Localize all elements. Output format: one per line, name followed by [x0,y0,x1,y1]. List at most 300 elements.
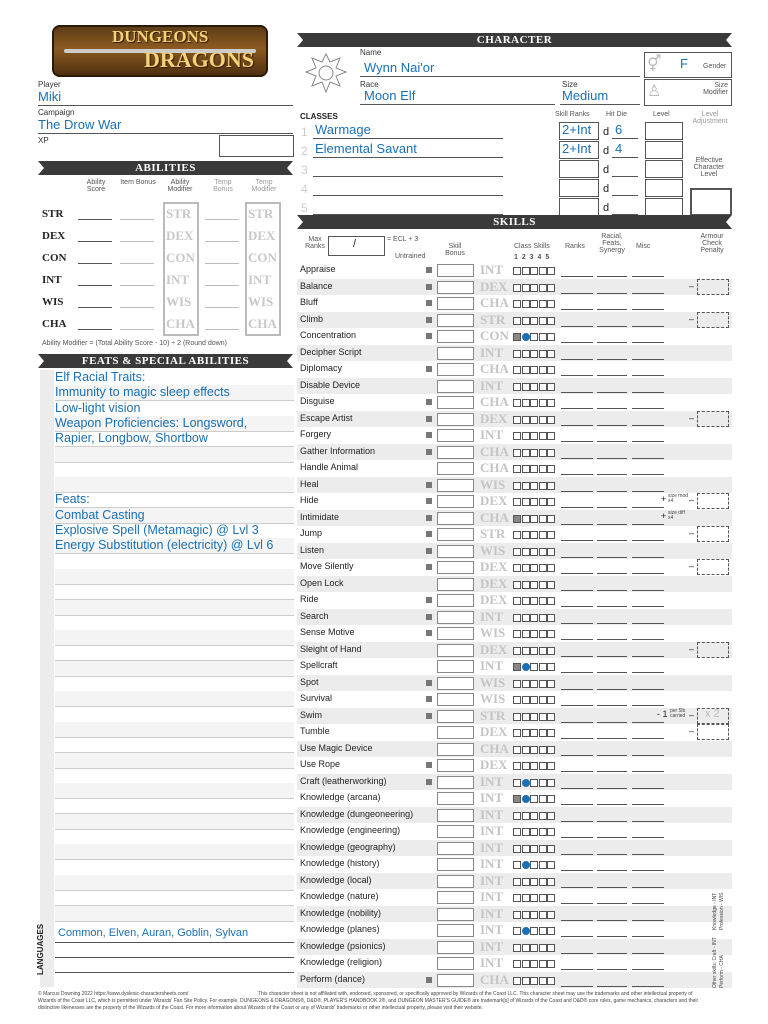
class-skill-checkbox[interactable] [547,515,555,523]
racial-line[interactable] [597,557,627,558]
misc-line[interactable] [632,920,664,921]
class-skill-checkbox[interactable] [530,614,538,622]
racial-line[interactable] [597,887,627,888]
class-skill-checkbox[interactable] [513,366,521,374]
temp-bonus-line[interactable] [205,285,239,286]
class-skill-checkbox[interactable] [530,498,538,506]
ranks-line[interactable] [561,342,593,343]
feat-line[interactable]: Weapon Proficiencies: Longsword, [55,416,294,432]
misc-line[interactable] [632,953,664,954]
languages-value[interactable]: Common, Elven, Auran, Goblin, Sylvan [58,927,249,939]
skill-bonus-box[interactable] [437,462,474,475]
class-skill-checkbox[interactable] [530,515,538,523]
skill-bonus-box[interactable] [437,677,474,690]
level-box[interactable] [645,160,683,178]
racial-line[interactable] [597,441,627,442]
misc-line[interactable] [632,342,664,343]
ranks-line[interactable] [561,986,593,987]
misc-line[interactable] [632,623,664,624]
skill-bonus-box[interactable] [437,264,474,277]
ranks-line[interactable] [561,326,593,327]
class-skill-checkbox[interactable] [530,828,538,836]
racial-line[interactable] [597,953,627,954]
class-skill-checkbox[interactable] [539,762,547,770]
class-skill-checkbox[interactable] [539,729,547,737]
class-skill-checkbox[interactable] [547,614,555,622]
class-skill-checkbox[interactable] [522,680,530,688]
class-skill-checkbox[interactable] [522,729,530,737]
misc-line[interactable] [632,722,664,723]
class-skill-checkbox[interactable] [530,696,538,704]
misc-line[interactable] [632,804,664,805]
misc-line[interactable] [632,293,664,294]
class-skill-checkbox[interactable] [547,317,555,325]
class-skill-checkbox[interactable] [530,267,538,275]
racial-line[interactable] [597,672,627,673]
racial-line[interactable] [597,342,627,343]
racial-line[interactable] [597,854,627,855]
skill-bonus-box[interactable] [437,561,474,574]
class-skill-checkbox[interactable] [539,548,547,556]
xp-box[interactable] [219,135,294,157]
racial-line[interactable] [597,870,627,871]
class-skill-checkbox[interactable] [539,333,547,341]
item-bonus-line[interactable] [120,307,154,308]
misc-line[interactable] [632,788,664,789]
feat-line[interactable] [55,844,294,860]
hit-die-value[interactable]: 6 [615,122,623,137]
class-skill-checkbox[interactable] [530,548,538,556]
racial-line[interactable] [597,590,627,591]
racial-line[interactable] [597,969,627,970]
class-skill-checkbox[interactable] [539,350,547,358]
class-skill-checkbox[interactable] [513,267,521,275]
ability-score-line[interactable] [78,263,112,264]
ranks-line[interactable] [561,491,593,492]
class-skill-checkbox[interactable] [522,845,530,853]
feat-line[interactable] [55,691,294,707]
class-skill-checkbox[interactable] [547,284,555,292]
skill-bonus-box[interactable] [437,743,474,756]
class-skill-checkbox[interactable] [530,845,538,853]
class-skill-checkbox[interactable] [530,911,538,919]
class-skill-checkbox[interactable] [539,614,547,622]
class-skill-checkbox[interactable] [539,696,547,704]
feat-line[interactable]: Immunity to magic sleep effects [55,385,294,401]
class-skill-checkbox[interactable] [539,317,547,325]
class-skill-checkbox[interactable] [522,762,530,770]
class-skill-checkbox[interactable] [530,531,538,539]
acp-box[interactable] [697,312,729,328]
skill-bonus-box[interactable] [437,644,474,657]
temp-bonus-line[interactable] [205,241,239,242]
ranks-line[interactable] [561,887,593,888]
racial-line[interactable] [597,936,627,937]
ranks-line[interactable] [561,507,593,508]
skill-bonus-box[interactable] [437,611,474,624]
ranks-line[interactable] [561,689,593,690]
misc-line[interactable] [632,771,664,772]
feat-line[interactable] [55,569,294,585]
class-skill-checkbox[interactable] [530,795,538,803]
class-skill-checkbox[interactable] [522,383,530,391]
acp-box[interactable] [697,411,729,427]
misc-line[interactable] [632,557,664,558]
class-skill-checkbox[interactable] [539,597,547,605]
misc-line[interactable] [632,755,664,756]
level-box[interactable] [645,179,683,197]
class-skill-checkbox[interactable] [522,317,530,325]
skill-bonus-box[interactable] [437,858,474,871]
class-skill-checkbox[interactable] [547,581,555,589]
class-skill-checkbox[interactable] [513,498,521,506]
class-skill-checkbox[interactable] [513,845,521,853]
skill-bonus-box[interactable] [437,924,474,937]
racial-line[interactable] [597,771,627,772]
class-skill-checkbox[interactable] [530,729,538,737]
class-skill-checkbox[interactable] [513,828,521,836]
class-skill-checkbox[interactable] [513,812,521,820]
class-skill-checkbox[interactable] [513,746,521,754]
feat-line[interactable]: Feats: [55,492,294,508]
skill-bonus-box[interactable] [437,627,474,640]
misc-line[interactable] [632,854,664,855]
class-skill-checkbox[interactable] [530,350,538,358]
misc-line[interactable] [632,672,664,673]
class-skill-checkbox[interactable] [513,317,521,325]
class-skill-checkbox[interactable] [530,465,538,473]
skill-bonus-box[interactable] [437,297,474,310]
misc-line[interactable] [632,705,664,706]
misc-line[interactable] [632,408,664,409]
class-skill-checkbox[interactable] [547,399,555,407]
class-skill-checkbox[interactable] [530,383,538,391]
skill-bonus-box[interactable] [437,528,474,541]
class-skill-checkbox[interactable] [547,746,555,754]
racial-line[interactable] [597,540,627,541]
misc-line[interactable] [632,738,664,739]
class-skill-checkbox[interactable] [539,564,547,572]
racial-line[interactable] [597,656,627,657]
misc-line[interactable] [632,870,664,871]
feat-line[interactable] [55,860,294,876]
class-skill-checkbox[interactable] [522,597,530,605]
ranks-line[interactable] [561,755,593,756]
class-skill-checkbox[interactable] [547,597,555,605]
temp-bonus-line[interactable] [205,329,239,330]
class-skill-checkbox[interactable] [539,300,547,308]
class-skill-checkbox[interactable] [530,647,538,655]
skill-bonus-box[interactable] [437,908,474,921]
ranks-line[interactable] [561,474,593,475]
player-value[interactable]: Miki [38,89,62,104]
feat-line[interactable]: Rapier, Longbow, Shortbow [55,431,294,447]
class-skill-checkbox[interactable] [522,449,530,457]
ranks-line[interactable] [561,788,593,789]
feat-line[interactable] [55,875,294,891]
misc-line[interactable] [632,491,664,492]
skill-bonus-box[interactable] [437,281,474,294]
racial-line[interactable] [597,623,627,624]
class-skill-checkbox[interactable] [530,663,538,671]
class-skill-checkbox[interactable] [547,795,555,803]
racial-line[interactable] [597,458,627,459]
class-skill-checkbox[interactable] [547,449,555,457]
class-skill-checkbox[interactable] [522,614,530,622]
class-skill-checkbox[interactable] [522,548,530,556]
temp-bonus-line[interactable] [205,307,239,308]
racial-line[interactable] [597,606,627,607]
class-skill-checkbox[interactable] [522,399,530,407]
class-skill-checkbox[interactable] [513,977,521,985]
class-skill-checkbox[interactable] [530,432,538,440]
hit-die-value[interactable]: 4 [615,141,623,156]
class-skill-checkbox[interactable] [547,960,555,968]
class-skill-checkbox[interactable] [547,300,555,308]
item-bonus-line[interactable] [120,219,154,220]
skill-bonus-box[interactable] [437,891,474,904]
class-skill-checkbox[interactable] [513,861,521,869]
misc-line[interactable] [632,359,664,360]
class-skill-checkbox[interactable] [522,746,530,754]
class-skill-checkbox[interactable] [522,366,530,374]
ability-score-line[interactable] [78,241,112,242]
class-skill-checkbox[interactable] [539,746,547,754]
ranks-line[interactable] [561,408,593,409]
ranks-line[interactable] [561,903,593,904]
max-ranks-box[interactable] [328,236,385,256]
temp-bonus-line[interactable] [205,263,239,264]
class-skill-checkbox[interactable] [547,696,555,704]
class-skill-checkbox[interactable] [513,878,521,886]
class-skill-checkbox[interactable] [513,614,521,622]
class-skill-checkbox[interactable] [547,350,555,358]
level-box[interactable] [645,141,683,159]
class-skill-checkbox[interactable] [539,944,547,952]
class-skill-checkbox[interactable] [530,300,538,308]
skill-bonus-box[interactable] [437,413,474,426]
class-skill-checkbox[interactable] [539,960,547,968]
ranks-line[interactable] [561,293,593,294]
skill-bonus-box[interactable] [437,479,474,492]
class-skill-checkbox[interactable] [547,729,555,737]
misc-line[interactable] [632,656,664,657]
misc-line[interactable] [632,540,664,541]
feat-line[interactable] [55,783,294,799]
class-skill-checkbox[interactable] [530,680,538,688]
feat-line[interactable] [55,600,294,616]
class-skill-checkbox[interactable] [539,861,547,869]
skill-ranks-value[interactable]: 2+Int [562,141,592,156]
ability-score-line[interactable] [78,307,112,308]
class-skill-checkbox[interactable] [513,779,521,787]
racial-line[interactable] [597,309,627,310]
class-skill-checkbox[interactable] [513,465,521,473]
skill-bonus-box[interactable] [437,693,474,706]
class-skill-checkbox[interactable] [522,977,530,985]
class-skill-checkbox[interactable] [522,581,530,589]
class-skill-checkbox[interactable] [547,977,555,985]
acp-box[interactable] [697,724,729,740]
misc-line[interactable] [632,887,664,888]
class-skill-checkbox[interactable] [539,828,547,836]
ability-score-line[interactable] [78,329,112,330]
misc-line[interactable] [632,441,664,442]
class-skill-checkbox[interactable] [522,894,530,902]
skill-ranks-box[interactable] [559,179,599,197]
class-skill-checkbox[interactable] [530,746,538,754]
class-skill-checkbox[interactable] [522,267,530,275]
feat-line[interactable] [55,737,294,753]
temp-bonus-line[interactable] [205,219,239,220]
class-skill-checkbox[interactable] [522,696,530,704]
class-skill-checkbox[interactable] [539,581,547,589]
class-skill-checkbox[interactable] [513,548,521,556]
class-skill-checkbox[interactable] [530,713,538,721]
class-skill-checkbox[interactable] [522,878,530,886]
class-skill-checkbox[interactable] [547,845,555,853]
class-skill-checkbox[interactable] [513,482,521,490]
skill-bonus-box[interactable] [437,330,474,343]
class-skill-checkbox[interactable] [522,284,530,292]
class-skill-checkbox[interactable] [539,449,547,457]
skill-bonus-box[interactable] [437,957,474,970]
class-skill-checkbox[interactable] [522,944,530,952]
racial-line[interactable] [597,920,627,921]
class-skill-checkbox[interactable] [513,300,521,308]
racial-line[interactable] [597,425,627,426]
misc-line[interactable] [632,573,664,574]
class-skill-checkbox[interactable] [513,399,521,407]
class-skill-checkbox[interactable] [513,383,521,391]
misc-line[interactable] [632,969,664,970]
racial-line[interactable] [597,986,627,987]
class-skill-checkbox[interactable] [547,927,555,935]
ecl-box[interactable] [690,188,732,216]
class-skill-checkbox[interactable] [539,267,547,275]
class-skill-checkbox[interactable] [522,960,530,968]
misc-line[interactable] [632,986,664,987]
skill-ranks-value[interactable]: 2+Int [562,122,592,137]
ranks-line[interactable] [561,425,593,426]
skill-bonus-box[interactable] [437,875,474,888]
feat-line[interactable] [55,661,294,677]
ranks-line[interactable] [561,771,593,772]
class-skill-checkbox[interactable] [522,647,530,655]
racial-line[interactable] [597,293,627,294]
ranks-line[interactable] [561,375,593,376]
class-skill-checkbox[interactable] [539,680,547,688]
class-row-name[interactable]: Elemental Savant [315,141,417,156]
class-skill-checkbox[interactable] [547,267,555,275]
class-skill-checkbox[interactable] [530,449,538,457]
class-skill-checkbox[interactable] [522,482,530,490]
class-skill-checkbox[interactable] [522,861,530,869]
feat-line[interactable] [55,890,294,906]
skill-bonus-box[interactable] [437,396,474,409]
class-skill-checkbox[interactable] [539,383,547,391]
racial-line[interactable] [597,903,627,904]
ranks-line[interactable] [561,738,593,739]
racial-line[interactable] [597,474,627,475]
feat-line[interactable] [55,630,294,646]
class-skill-checkbox[interactable] [513,515,521,523]
class-skill-checkbox[interactable] [513,713,521,721]
class-skill-checkbox[interactable] [547,828,555,836]
class-skill-checkbox[interactable] [522,911,530,919]
racial-line[interactable] [597,524,627,525]
feat-line[interactable] [55,462,294,478]
racial-line[interactable] [597,408,627,409]
class-skill-checkbox[interactable] [547,762,555,770]
class-skill-checkbox[interactable] [530,317,538,325]
class-skill-checkbox[interactable] [530,366,538,374]
ranks-line[interactable] [561,821,593,822]
class-skill-checkbox[interactable] [513,581,521,589]
ranks-line[interactable] [561,953,593,954]
class-skill-checkbox[interactable] [539,894,547,902]
class-skill-checkbox[interactable] [530,861,538,869]
class-skill-checkbox[interactable] [513,894,521,902]
misc-line[interactable] [632,821,664,822]
racial-line[interactable] [597,837,627,838]
class-skill-checkbox[interactable] [547,878,555,886]
feat-line[interactable] [55,768,294,784]
class-skill-checkbox[interactable] [539,927,547,935]
class-skill-checkbox[interactable] [530,284,538,292]
class-skill-checkbox[interactable] [547,498,555,506]
class-skill-checkbox[interactable] [547,713,555,721]
race-value[interactable]: Moon Elf [364,88,416,103]
class-skill-checkbox[interactable] [513,531,521,539]
ranks-line[interactable] [561,573,593,574]
ranks-line[interactable] [561,920,593,921]
racial-line[interactable] [597,755,627,756]
skill-bonus-box[interactable] [437,446,474,459]
class-skill-checkbox[interactable] [513,927,521,935]
class-skill-checkbox[interactable] [513,416,521,424]
racial-line[interactable] [597,821,627,822]
acp-box[interactable] [697,526,729,542]
class-skill-checkbox[interactable] [522,663,530,671]
ranks-line[interactable] [561,623,593,624]
class-skill-checkbox[interactable] [539,432,547,440]
class-skill-checkbox[interactable] [547,911,555,919]
class-skill-checkbox[interactable] [530,416,538,424]
class-skill-checkbox[interactable] [539,482,547,490]
class-skill-checkbox[interactable] [539,531,547,539]
class-skill-checkbox[interactable] [539,845,547,853]
ranks-line[interactable] [561,359,593,360]
class-skill-checkbox[interactable] [547,383,555,391]
class-skill-checkbox[interactable] [513,564,521,572]
class-skill-checkbox[interactable] [539,779,547,787]
ability-score-line[interactable] [78,219,112,220]
racial-line[interactable] [597,722,627,723]
racial-line[interactable] [597,276,627,277]
class-skill-checkbox[interactable] [547,416,555,424]
skill-bonus-box[interactable] [437,660,474,673]
feat-line[interactable]: Elf Racial Traits: [55,370,294,386]
level-box[interactable] [645,122,683,140]
ranks-line[interactable] [561,392,593,393]
class-skill-checkbox[interactable] [522,350,530,358]
class-skill-checkbox[interactable] [530,482,538,490]
racial-line[interactable] [597,804,627,805]
racial-line[interactable] [597,491,627,492]
racial-line[interactable] [597,639,627,640]
skill-bonus-box[interactable] [437,825,474,838]
